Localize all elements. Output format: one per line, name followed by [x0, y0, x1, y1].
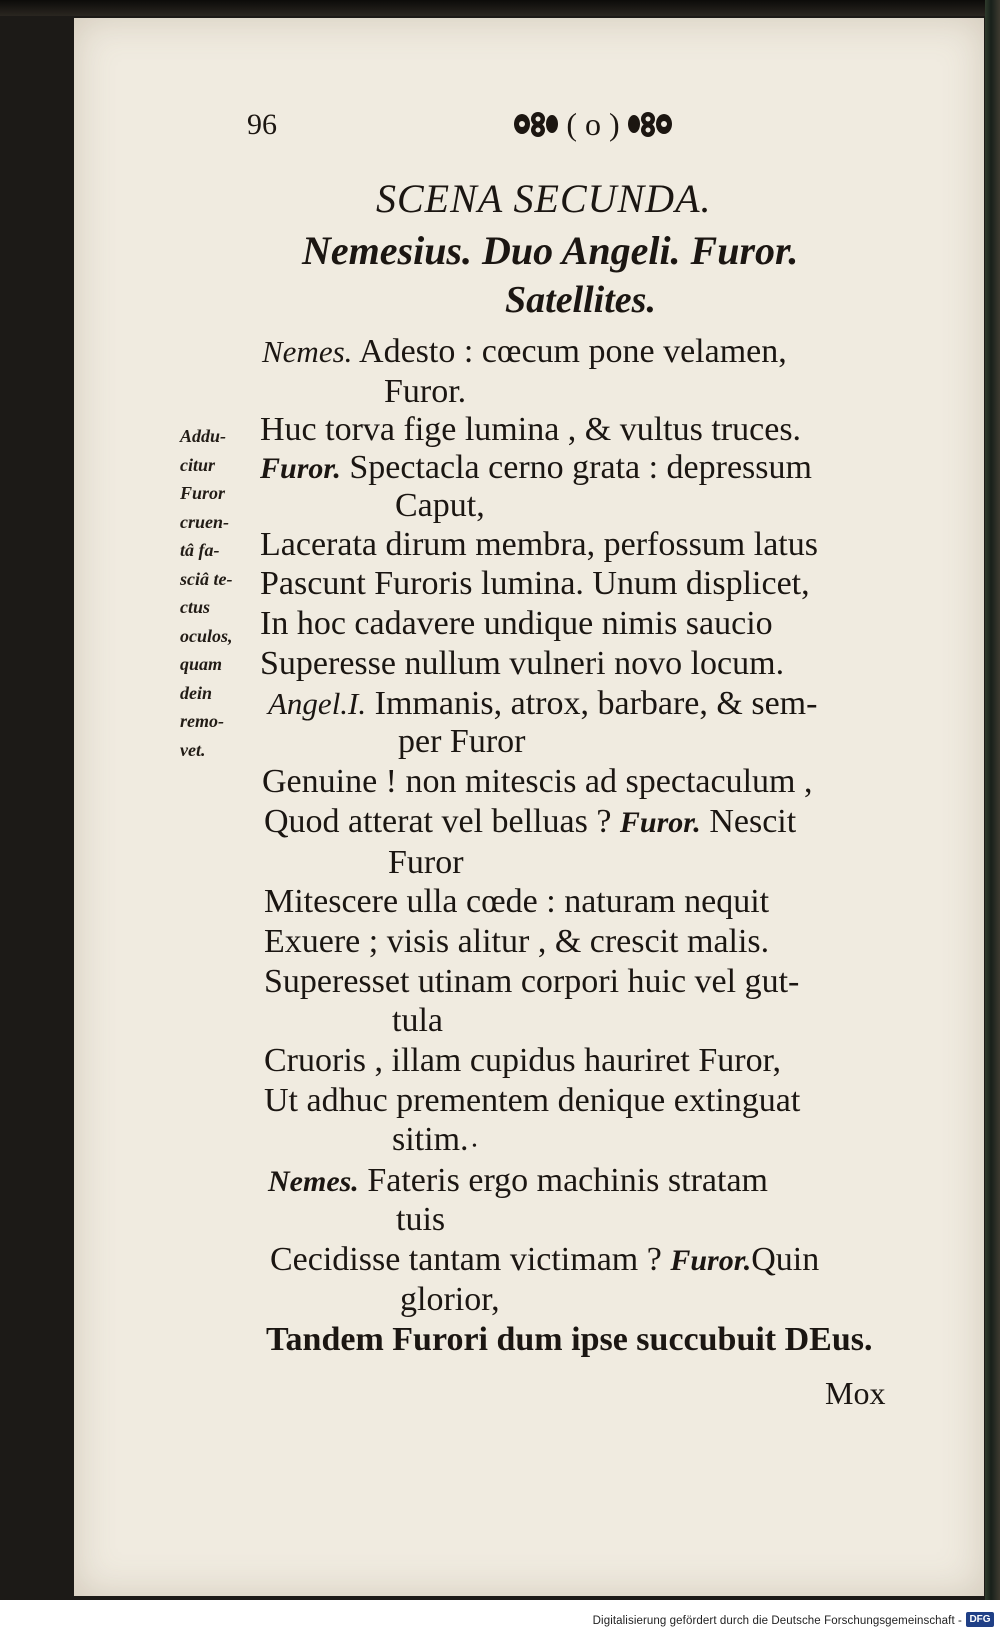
verse-text: tula [392, 1002, 443, 1039]
verse-line [384, 372, 466, 412]
verse-text: Lacerata dirum membra, perfossum latus [260, 526, 818, 563]
verse-text: Furor. [384, 373, 467, 410]
verse-text: Immanis, atrox, barbare, & sem- [366, 685, 818, 722]
verse-text: Furor [388, 844, 464, 881]
verse-text: Nescit [709, 803, 797, 840]
verse-line [264, 882, 769, 922]
verse-text: Cecidisse tantam victimam ? [270, 1241, 662, 1278]
catchword: Mox [825, 1375, 886, 1411]
scan-top-edge [0, 0, 1000, 16]
verse-line [264, 1041, 781, 1081]
dramatis-personae-cont: Satellites. [505, 279, 656, 321]
margin-line: quam [180, 654, 223, 674]
verse-text: Genuine ! non mitescis ad spectaculum , [262, 763, 813, 800]
verse-text: per Furor [398, 723, 526, 760]
verse-line [395, 486, 485, 526]
verse-text: Superesset utinam corpori huic vel gut- [264, 963, 800, 1000]
margin-line: Addu- [180, 426, 227, 446]
ornament-center: ( o ) [566, 106, 620, 142]
verse-text: Tandem Furori dum ipse succubuit DEus. [266, 1321, 873, 1358]
verse-text: Mitescere ulla cœde : naturam nequit [264, 883, 770, 920]
margin-line: remo- [180, 711, 224, 731]
verse-text: Ut adhuc prementem denique extinguat [264, 1082, 801, 1119]
verse-text: Pascunt Furoris lumina. Unum displicet, [260, 565, 810, 602]
verse-text: Adesto : cœcum pone velamen, [352, 333, 787, 370]
book-edge [985, 0, 1000, 1600]
dfg-logo-icon: DFG [966, 1612, 994, 1627]
verse-line [270, 1240, 819, 1281]
margin-line: sciâ te- [180, 568, 233, 589]
verse-text: In hoc cadavere undique nimis saucio [260, 605, 773, 642]
verse-line [260, 410, 801, 450]
margin-line: oculos, [180, 625, 233, 646]
verse-line [400, 1280, 500, 1320]
verse-line [392, 1001, 443, 1041]
speaker-label: Furor. [670, 1244, 752, 1277]
verse-line [268, 684, 817, 724]
fleuron-right-icon [626, 109, 674, 139]
verse-line [264, 962, 799, 1002]
verse-line [260, 604, 773, 644]
verse-text: Spectacla cerno grata : depressum [340, 449, 812, 486]
verse-text: Quin [751, 1241, 820, 1278]
verse-text: Cruoris , illam cupidus hauriret Furor, [264, 1042, 782, 1079]
speaker-label: Nemes. [262, 334, 353, 369]
verse-line [266, 1320, 873, 1360]
margin-line: vet. [180, 739, 206, 760]
dramatis-personae: Nemesius. Duo Angeli. Furor. [302, 228, 799, 273]
verse-line [396, 1200, 445, 1240]
verse-line [398, 722, 525, 762]
verse-line [264, 802, 796, 843]
verse-line [388, 843, 464, 883]
margin-line: dein [180, 682, 213, 703]
verse-text: sitim. [392, 1121, 469, 1158]
verse-text: Huc torva fige lumina , & vultus truces. [260, 411, 802, 448]
verse-line [262, 332, 787, 372]
header-ornament [488, 104, 698, 144]
verse-line [264, 922, 769, 962]
speaker-label: Nemes. [268, 1165, 359, 1198]
fleuron-left-icon [512, 109, 560, 139]
marginal-stage-direction [180, 422, 260, 764]
verse-line [262, 762, 812, 802]
margin-line: tâ fa- [180, 540, 220, 560]
verse-text: Superesse nullum vulneri novo locum. [260, 645, 785, 682]
verse-text: Fateris ergo machinis stratam [358, 1162, 768, 1199]
speaker-label: Furor. [260, 452, 341, 485]
scene-title: SCENA SECUNDA. [376, 176, 712, 221]
page-number: 96 [247, 108, 277, 141]
margin-line: ctus [180, 597, 211, 617]
margin-line: citur [180, 454, 216, 475]
verse-line [260, 644, 784, 684]
verse-line [260, 525, 818, 565]
verse-text: glorior, [400, 1281, 500, 1318]
verse-line [268, 1161, 768, 1202]
margin-line: cruen- [180, 511, 229, 532]
speaker-label: Angel.I. [268, 686, 367, 721]
verse-text: Quod atterat vel belluas ? [264, 803, 612, 840]
verse-text: Exuere ; visis alitur , & crescit malis. [264, 923, 770, 960]
verse-line [260, 564, 810, 604]
verse-text: tuis [396, 1201, 446, 1238]
speaker-label: Furor. [619, 806, 701, 839]
margin-line: Furor [180, 483, 226, 503]
digitization-credit: Digitalisierung gefördert durch die Deutsche Forschungsgemeinschaft - [592, 1615, 962, 1627]
verse-line: sitim. • [392, 1121, 477, 1158]
verse-text: Caput, [395, 487, 485, 524]
verse-line [264, 1081, 800, 1121]
verse-line [260, 448, 812, 489]
